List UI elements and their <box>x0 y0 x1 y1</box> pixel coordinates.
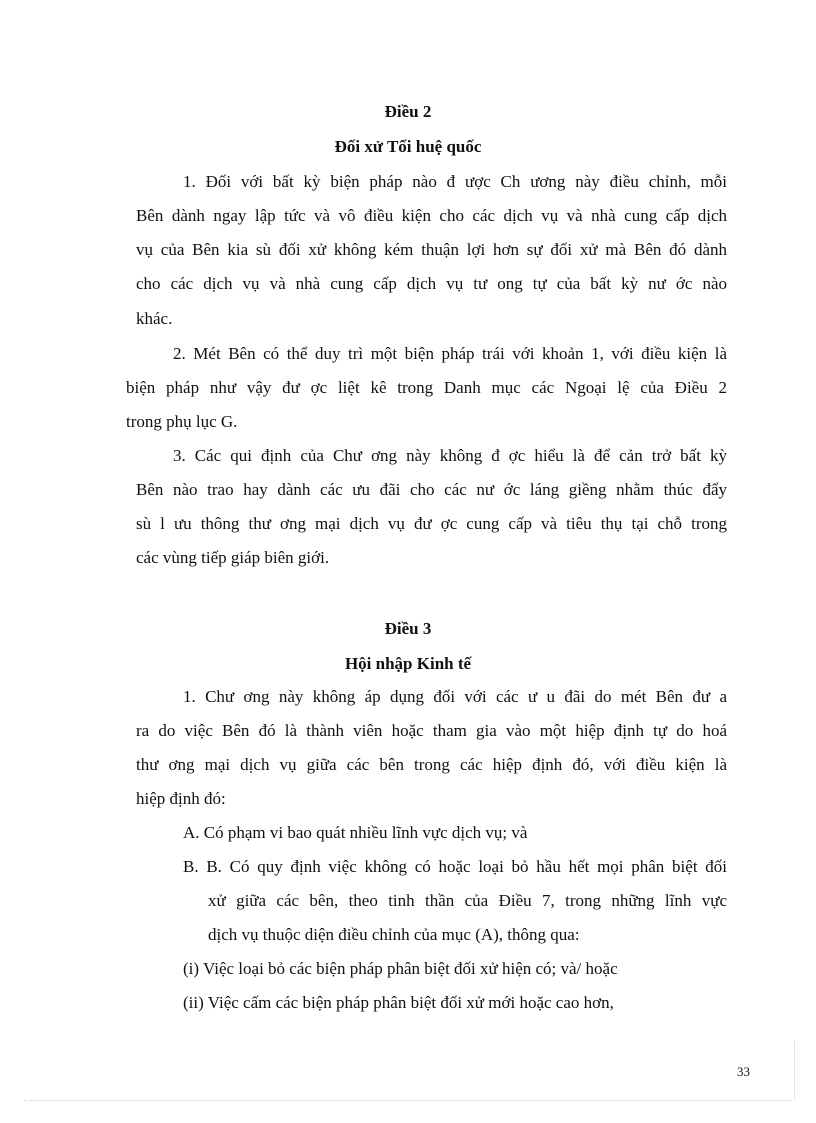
page-border-right <box>794 1040 795 1100</box>
article-3-line: ra do việc Bên đó là thành viên hoặc tham gia vào một hiệp định tự do hoá <box>136 721 727 740</box>
article-3-line: hiệp định đó: <box>136 789 226 808</box>
article-2-subtitle: Đối xử Tối huệ quốc <box>334 137 482 156</box>
article-3-list-item: xử giữa các bên, theo tinh thần của Điều 7, trong những lĩnh vực <box>208 891 727 910</box>
article-2-line: trong phụ lục G. <box>126 412 238 431</box>
article-3-line: 1. Chư ơng này không áp dụng đối với các ư u đãi do mét Bên đư a <box>183 687 727 706</box>
article-2-line: 3. Các qui định của Chư ơng này không đ ợc hiểu là để cản trở bất kỳ <box>173 446 727 465</box>
article-3-title: Điều 3 <box>384 619 432 638</box>
article-3-list-item: (ii) Việc cấm các biện pháp phân biệt đối xử mới hoặc cao hơn, <box>183 993 614 1012</box>
page-number: 33 <box>737 1064 750 1079</box>
article-2-line: Bên nào trao hay dành các ưu đãi cho các nư ớc láng giềng nhằm thúc đẩy <box>136 480 727 499</box>
article-2-line: 2. Mét Bên có thể duy trì một biện pháp trái với khoản 1, với điều kiện là <box>173 344 727 363</box>
article-2-title: Điều 2 <box>384 102 432 121</box>
article-3-line: thư ơng mại dịch vụ giữa các bên trong các hiệp định đó, với điều kiện là <box>136 755 727 774</box>
article-2-line: sù l ưu thông thư ơng mại dịch vụ đư ợc cung cấp và tiêu thụ tại chỗ trong <box>136 514 727 533</box>
article-3-list-item: dịch vụ thuộc diện điều chỉnh của mục (A), thông qua: <box>208 925 580 944</box>
article-3-list-item: B. B. Có quy định việc không có hoặc loại bỏ hầu hết mọi phân biệt đối <box>183 857 727 876</box>
article-2-line: các vùng tiếp giáp biên giới. <box>136 548 330 567</box>
article-2-line: khác. <box>136 309 173 328</box>
article-2-line: cho các dịch vụ và nhà cung cấp dịch vụ tư ong tự của bất kỳ nư ớc nào <box>136 274 727 293</box>
article-2-line: 1. Đối với bất kỳ biện pháp nào đ ược Ch ương này điều chỉnh, mỗi <box>183 172 727 191</box>
article-2-line: biện pháp như vậy đư ợc liệt kê trong Danh mục các Ngoại lệ của Điều 2 <box>126 378 727 397</box>
article-2-line: Bên dành ngay lập tức và vô điều kiện cho các dịch vụ và nhà cung cấp dịch <box>136 206 727 225</box>
article-3-subtitle: Hội nhập Kinh tế <box>344 654 472 673</box>
page-border-bottom <box>24 1100 792 1101</box>
article-3-list-item: A. Có phạm vi bao quát nhiều lĩnh vực dịch vụ; và <box>183 823 528 842</box>
article-2-line: vụ của Bên kia sù đối xử không kém thuận lợi hơn sự đối xử mà Bên đó dành <box>136 240 727 259</box>
article-3-list-item: (i) Việc loại bỏ các biện pháp phân biệt đối xử hiện có; và/ hoặc <box>183 959 618 978</box>
